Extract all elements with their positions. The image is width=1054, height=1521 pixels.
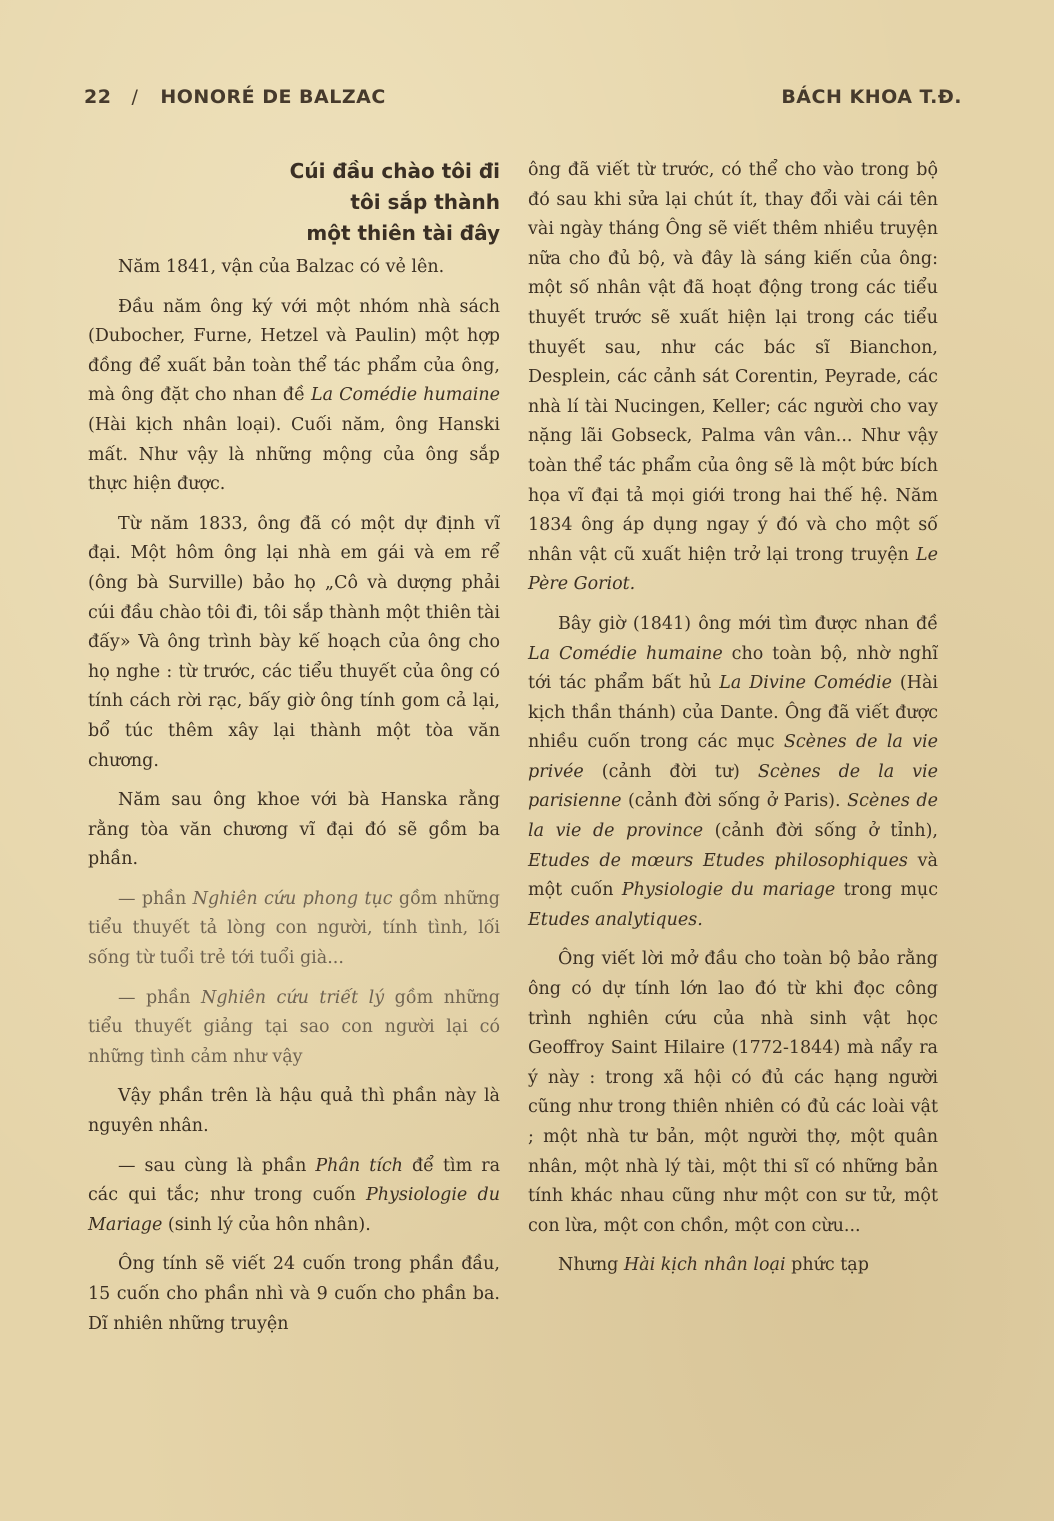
paragraph: Vậy phần trên là hậu quả thì phần này là nguyên nhân. <box>88 1086 500 1137</box>
text-run: (Hài kịch nhân loại). Cuối năm, ông Hanski mất. Như vậy là những mộng của ông sắp thực hiện được. <box>88 414 500 495</box>
paragraph <box>88 293 500 500</box>
page-number: 22 <box>84 86 112 108</box>
text-run: Đầu năm ông ký với một nhóm nhà sách (Dubocher, Furne, Hetzel và Paulin) một hợp đồng để xuất bản toàn thể tác phẩm của ông, mà ông đặt cho nhan đề <box>88 296 500 406</box>
book-title: La Comédie humaine <box>310 385 500 406</box>
text-run: — sau cùng là phần <box>118 1155 316 1176</box>
text-run: (sinh lý của hôn nhân). <box>162 1214 371 1235</box>
text-run: Bây giờ (1841) ông mới tìm được nhan đề <box>558 613 938 634</box>
text-run: (cảnh đời sống ở Paris). <box>621 791 848 812</box>
paragraph <box>528 610 938 936</box>
part-title: Nghiên cứu triết lý <box>201 987 385 1008</box>
text-run: (cảnh đời sống ở tỉnh), <box>703 821 938 842</box>
text-run: ông đã viết từ trước, có thể cho vào trong bộ đó sau khi sửa lại chút ít, thay đổi vài cái tên vài ngày tháng Ông sẽ viết thêm nhiều truyện nữa cho đủ bộ, và đây là sáng kiến của ông: một số nhân vật đã hoạt động trong các tiểu thuyết trước sẽ xuất hiện lại trong các tiểu thuyết sau, như các bác sĩ Bianchon, Desplein, các cảnh sát Corentin, Peyrade, các nhà lí tài Nucingen, Keller; các người cho vay nặng lãi Gobseck, Palma vân vân... Như vậy toàn thể tác phẩm của ông sẽ là một bức bích họa vĩ đại tả mọi giới trong hai thế hệ. Năm 1834 ông áp dụng ngay ý đó và cho một số nhân vật cũ xuất hiện trở lại trong truyện <box>528 160 938 565</box>
paragraph <box>528 1251 938 1281</box>
author-name: HONORÉ DE BALZAC <box>160 86 386 108</box>
text-run: (Hài kịch thần thánh) của Dante. Ông đã viết được nhiều cuốn trong các mục <box>528 673 938 753</box>
list-item <box>88 984 500 1073</box>
publication-name: BÁCH KHOA T.Đ. <box>781 86 962 108</box>
book-title: Hài kịch nhân loại <box>623 1255 786 1276</box>
section-heading <box>88 156 500 249</box>
book-title: La Comédie humaine <box>528 643 723 664</box>
text-run: cho toàn bộ, nhờ nghĩ tới tác phẩm bất hủ <box>528 643 938 694</box>
list-item <box>88 1152 500 1241</box>
text-run: và một cuốn <box>528 850 938 901</box>
paragraph: Ông tính sẽ viết 24 cuốn trong phần đầu, 15 cuốn cho phần nhì và 9 cuốn cho phần ba. Dĩ nhiên những truyện <box>88 1254 500 1334</box>
paragraph: Năm 1841, vận của Balzac có vẻ lên. <box>118 257 445 277</box>
header-separator: / <box>131 86 139 108</box>
text-run: Nhưng <box>558 1255 624 1276</box>
book-title: Physiologie du mariage <box>621 880 836 901</box>
paragraph: Ông viết lời mở đầu cho toàn bộ bảo rằng ông có dự tính lớn lao đó từ khi đọc công trình nghiên cứu của nhà sinh vật học Geoffroy Saint Hilaire (1772-1844) mà nẩy ra ý này : trong xã hội có đủ các hạng người cũng như trong thiên nhiên có đủ các loài vật ; một nhà tư bản, một người thợ, một quân nhân, một nhà lý tài, một thi sĩ có những bản tính khác nhau cũng như một con sư tử, một con lừa, một con chồn, một con cừu... <box>528 949 938 1236</box>
right-column <box>528 156 938 1291</box>
book-title: Etudes de mœurs Etudes philosophiques <box>528 850 908 871</box>
paragraph <box>528 156 938 600</box>
paragraph: Từ năm 1833, ông đã có một dự định vĩ đại. Một hôm ông lại nhà em gái và em rể (ông bà Surville) bảo họ „Cô và dượng phải cúi đầu chào tôi đi, tôi sắp thành một thiên tài đấy» Và ông trình bày kế hoạch của ông cho họ nghe : từ trước, các tiểu thuyết của ông có tính cách rời rạc, bấy giờ ông tính gom cả lại, bổ túc thêm xây lại thành một tòa văn chương. <box>88 513 500 771</box>
list-item <box>88 885 500 974</box>
text-run: trong mục <box>835 880 939 901</box>
text-run: để tìm ra các qui tắc; như trong cuốn <box>88 1155 501 1206</box>
text-run: — phần <box>118 987 201 1008</box>
left-column <box>88 156 500 1349</box>
book-title: Scènes de la vie privée <box>528 732 938 782</box>
text-run: gồm những tiểu thuyết giảng tại sao con người lại có những tình cảm như vậy <box>88 987 500 1067</box>
book-title: Etudes analytiques. <box>528 909 703 930</box>
part-title: Nghiên cứu phong tục <box>192 888 393 909</box>
book-title: Scènes de la vie de province <box>528 791 938 842</box>
heading-line: tôi sắp thành <box>350 190 500 214</box>
heading-line: Cúi đầu chào tôi đi <box>289 159 500 183</box>
book-title: La Divine Comédie <box>719 673 892 694</box>
book-title: Le Père Goriot. <box>528 544 938 595</box>
text-run: phức tạp <box>785 1255 869 1276</box>
heading-line: một thiên tài đây <box>306 221 500 245</box>
text-run: (cảnh đời tư) <box>583 761 758 782</box>
text-run: — phần <box>118 888 193 909</box>
paragraph: Năm sau ông khoe với bà Hanska rằng rằng tòa văn chương vĩ đại đó sẽ gồm ba phần. <box>88 790 500 870</box>
book-title: Scènes de la vie parisienne <box>528 761 938 812</box>
text-run: gồm những tiểu thuyết tả lòng con người, tính tình, lối sống từ tuổi trẻ tới tuổi già... <box>88 888 500 969</box>
header-left <box>84 86 386 108</box>
running-header <box>84 86 962 116</box>
book-title: Physiologie du Mariage <box>88 1185 500 1235</box>
part-title: Phân tích <box>315 1155 403 1176</box>
